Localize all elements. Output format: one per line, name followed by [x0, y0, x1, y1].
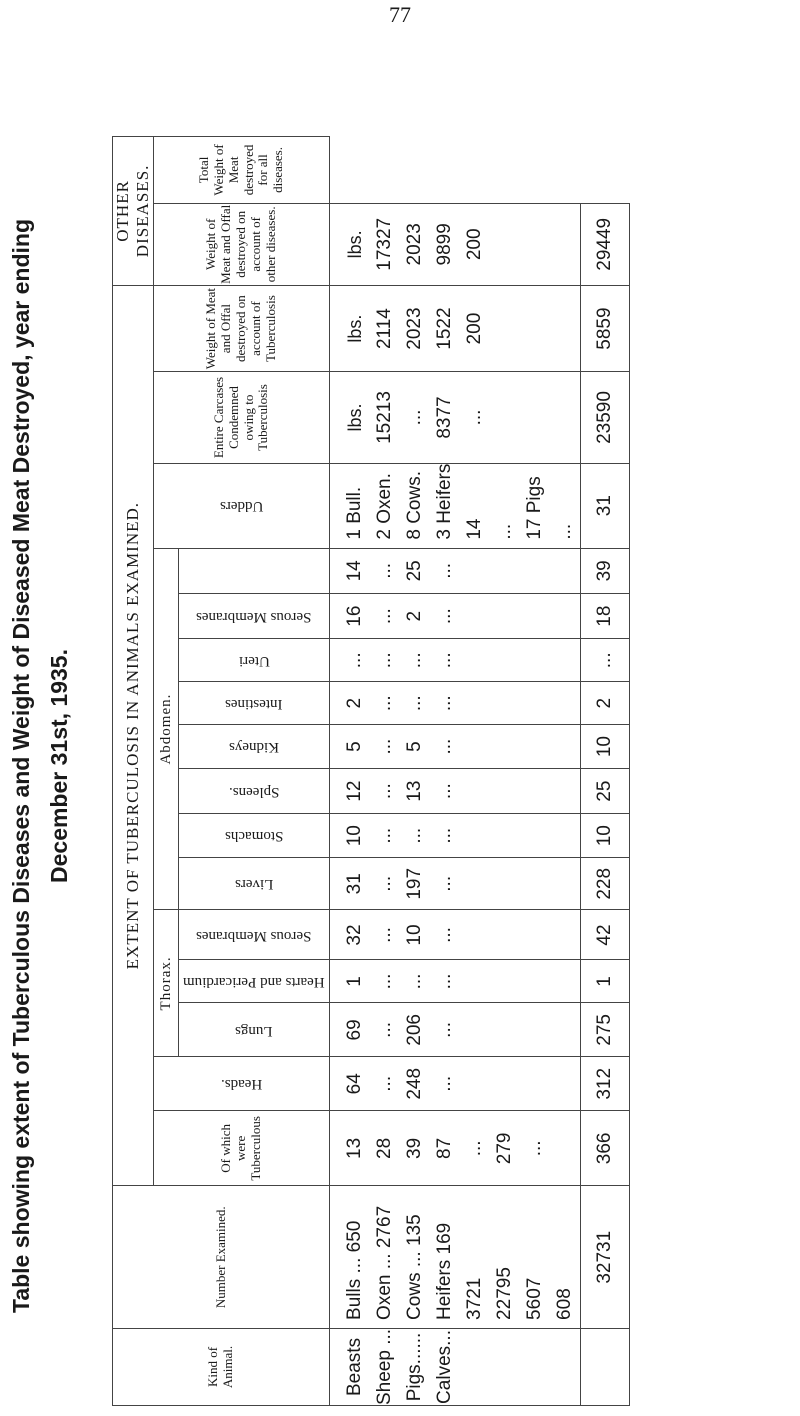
total-weight-units: lbs.	[345, 230, 365, 259]
total-lungs: 275	[581, 1003, 630, 1057]
number-value: Heifers 169	[434, 1222, 455, 1320]
kind-value: Pigs......	[404, 1332, 425, 1402]
total-weight-value: 17327	[374, 217, 395, 271]
carcases-value: ...	[494, 523, 515, 540]
heads-value: 64	[344, 1073, 365, 1095]
carcases-value: ...	[554, 523, 575, 540]
weight-other-value: 200	[464, 312, 485, 345]
total-heads: 312	[581, 1057, 630, 1111]
weight-other-value: 2114	[374, 308, 395, 350]
kidneys-value: 5	[404, 741, 425, 752]
header-row-groups	[113, 137, 154, 1406]
header-kind: Kind of Animal.	[113, 1328, 330, 1405]
intestines-value: 2	[344, 697, 365, 709]
header-serous-abdomen	[179, 594, 330, 639]
table-body	[330, 137, 581, 1406]
number-value: Oxen ... 2767	[374, 1205, 395, 1320]
header-hearts	[179, 960, 330, 1003]
total-livers: 228	[581, 858, 630, 910]
heads-value: ...	[374, 1075, 395, 1092]
header-livers	[179, 858, 330, 910]
heads-label: Heads.	[220, 1076, 263, 1093]
number-value: Bulls ... 650	[344, 1220, 365, 1320]
tb-value: 13	[344, 1137, 365, 1159]
carcases-value: 2 Oxen.	[374, 473, 395, 540]
total-weight-cell	[330, 203, 581, 285]
header-intestines	[179, 682, 330, 725]
header-serous-thorax	[179, 910, 330, 960]
header-total-weight: Total Weight of Meat destroyed for all diseases.	[154, 137, 330, 204]
lungs-value: ...	[374, 1021, 395, 1038]
hearts-cell	[330, 960, 581, 1003]
spleens-value: ...	[374, 783, 395, 800]
udders-value: ...	[434, 562, 455, 579]
total-tuberculous: 366	[581, 1111, 630, 1186]
group-abdomen: Abdomen.	[154, 548, 179, 910]
rotated-page	[0, 116, 800, 1416]
total-carcases: 31	[581, 463, 630, 548]
group-thorax: Thorax.	[154, 910, 179, 1057]
carcases-value: 14	[464, 518, 485, 540]
carcases-value: 3 Heifers	[434, 463, 455, 540]
kidneys-value: ...	[434, 738, 455, 755]
tb-value: 279	[494, 1132, 515, 1165]
kidneys-value: 5	[344, 741, 365, 752]
livers-cell	[330, 858, 581, 910]
livers-label: Livers	[234, 876, 274, 893]
livers-value: ...	[434, 875, 455, 892]
total-weight-value: 200	[464, 228, 485, 261]
weight-other-cell	[330, 285, 581, 372]
header-stomachs	[179, 814, 330, 858]
header-udders	[154, 463, 330, 548]
udders-label: Udders	[219, 498, 264, 515]
livers-value: 197	[404, 867, 425, 900]
tb-value: 28	[374, 1137, 395, 1159]
header-spleens	[179, 768, 330, 813]
serous-thorax-value: 32	[344, 924, 365, 946]
header-kidneys	[179, 725, 330, 769]
stomachs-label: Stomachs	[224, 828, 284, 845]
total-weight-other: 5859	[581, 285, 630, 372]
header-weight-other: Weight of Meat and Offal destroyed on account of other diseases.	[154, 203, 330, 285]
number-cell	[330, 1186, 581, 1328]
tuberculosis-table	[112, 136, 630, 1406]
weight-other-value: 2023	[404, 307, 425, 350]
carcases-value: 1 Bull.	[344, 486, 365, 540]
number-value: 22795	[494, 1267, 515, 1320]
serous-thorax-label: Serous Membranes	[196, 927, 312, 944]
total-spleens: 25	[581, 768, 630, 813]
kind-value: Calves...	[434, 1330, 455, 1404]
total-kind	[581, 1328, 630, 1405]
header-number: Number Examined.	[113, 1186, 330, 1328]
intestines-value: ...	[404, 695, 425, 712]
header-heads	[154, 1057, 330, 1111]
carcases-value: 8 Cows.	[404, 471, 425, 540]
weight-other-units: lbs.	[345, 314, 365, 343]
total-uteri: ...	[581, 639, 630, 682]
stomachs-cell	[330, 814, 581, 858]
uteri-value: ...	[344, 652, 365, 669]
total-serous-abdomen: 18	[581, 594, 630, 639]
group-extent: EXTENT OF TUBERCULOSIS IN ANIMALS EXAMINED.	[113, 285, 154, 1186]
lungs-value: ...	[434, 1021, 455, 1038]
udders-value: 14	[344, 560, 365, 582]
kidneys-label: Kidneys	[229, 739, 279, 756]
spleens-value: 12	[344, 780, 365, 802]
livers-value: ...	[374, 875, 395, 892]
udders-value: ...	[374, 562, 395, 579]
lungs-cell	[330, 1003, 581, 1057]
udders-cell	[330, 548, 581, 593]
total-number: 32731	[581, 1186, 630, 1328]
totals-body	[581, 137, 630, 1406]
intestines-value: ...	[374, 695, 395, 712]
total-stomachs: 10	[581, 814, 630, 858]
page-number: 77	[389, 2, 411, 27]
total-weight-value: 9899	[434, 223, 455, 266]
tb-value: ...	[524, 1140, 545, 1157]
weight-tb-value: ...	[404, 409, 425, 426]
stomachs-value: ...	[374, 827, 395, 844]
uteri-value: ...	[374, 652, 395, 669]
uteri-value: ...	[434, 652, 455, 669]
intestines-cell	[330, 682, 581, 725]
total-weight-tb: 23590	[581, 372, 630, 463]
kind-value: Sheep ...	[374, 1328, 395, 1405]
heads-value: ...	[434, 1075, 455, 1092]
table-title-line1: Table showing extent of Tuberculous Diseases and Weight of Diseased Meat Destroyed, year ending	[8, 218, 34, 1314]
serous-abdomen-label: Serous Membranes	[196, 608, 312, 625]
serous-abdomen-cell	[330, 594, 581, 639]
weight-tb-value: ...	[464, 409, 485, 426]
number-value: 3721	[464, 1277, 485, 1320]
carcases-cell	[330, 463, 581, 548]
header-lungs	[179, 1003, 330, 1057]
kidneys-cell	[330, 725, 581, 769]
hearts-value: 1	[344, 976, 365, 987]
serous-abdomen-value: ...	[374, 608, 395, 625]
uteri-cell	[330, 639, 581, 682]
spleens-cell	[330, 768, 581, 813]
intestines-label: Intestines	[225, 695, 283, 712]
spleens-value: ...	[434, 783, 455, 800]
hearts-value: ...	[374, 973, 395, 990]
lungs-label: Lungs	[235, 1022, 273, 1039]
kind-cell	[330, 1328, 581, 1405]
stomachs-value: ...	[404, 827, 425, 844]
total-total-weight: 29449	[581, 203, 630, 285]
weight-other-value: 1522	[434, 307, 455, 350]
total-udders: 39	[581, 548, 630, 593]
total-hearts: 1	[581, 960, 630, 1003]
livers-value: 31	[344, 873, 365, 895]
group-other: OTHER DISEASES.	[113, 137, 154, 286]
lungs-value: 69	[344, 1019, 365, 1041]
serous-abdomen-value: 16	[344, 605, 365, 627]
serous-abdomen-value: ...	[434, 608, 455, 625]
header-carcases: Entire Carcases Condemned owing to Tuberculosis	[154, 372, 330, 463]
serous-thorax-cell	[330, 910, 581, 960]
hearts-value: ...	[434, 973, 455, 990]
hearts-value: ...	[404, 973, 425, 990]
carcases-value: 17 Pigs	[524, 476, 545, 540]
number-value: 5607	[524, 1277, 545, 1320]
serous-thorax-value: 10	[404, 924, 425, 946]
lungs-value: 206	[404, 1014, 425, 1046]
serous-thorax-value: ...	[374, 927, 395, 943]
serous-thorax-value: ...	[434, 927, 455, 943]
total-kidneys: 10	[581, 725, 630, 769]
header-weight-tb: Weight of Meat and Offal destroyed on account of Tuberculosis	[154, 285, 330, 372]
heads-cell	[330, 1057, 581, 1111]
number-value: Cows ... 135	[404, 1214, 425, 1320]
weight-tb-value: 8377	[434, 396, 455, 439]
hearts-label: Hearts and Pericardium	[183, 974, 325, 991]
table-title-line2: December 31st, 1935.	[46, 649, 72, 883]
total-intestines: 2	[581, 682, 630, 725]
stomachs-value: 10	[344, 825, 365, 847]
number-value: 608	[554, 1288, 575, 1320]
spleens-label: Spleens.	[228, 783, 280, 800]
totals-row	[581, 137, 630, 1406]
total-serous-thorax: 42	[581, 910, 630, 960]
uteri-value: ...	[404, 652, 425, 669]
total-weight-value: 2023	[404, 223, 425, 266]
table-row	[330, 137, 581, 1406]
stomachs-value: ...	[434, 827, 455, 844]
weight-tb-cell	[330, 372, 581, 463]
serous-abdomen-value: 2	[404, 610, 425, 622]
tb-value: 39	[404, 1137, 425, 1159]
intestines-value: ...	[434, 695, 455, 712]
tb-value: ...	[464, 1140, 485, 1157]
weight-tb-value: 15213	[374, 391, 395, 444]
spleens-value: 13	[404, 780, 425, 802]
tb-value: 87	[434, 1137, 455, 1159]
udders-value: 25	[404, 560, 425, 582]
header-uteri	[179, 639, 330, 682]
kind-value: Beasts	[344, 1337, 365, 1397]
weight-tb-units: lbs.	[345, 403, 365, 432]
kidneys-value: ...	[374, 738, 395, 755]
header-tuberculous: Of which were Tuberculous	[154, 1111, 330, 1186]
tuberculous-cell	[330, 1111, 581, 1186]
heads-value: 248	[404, 1067, 425, 1100]
uteri-label: Uteri	[238, 652, 270, 669]
